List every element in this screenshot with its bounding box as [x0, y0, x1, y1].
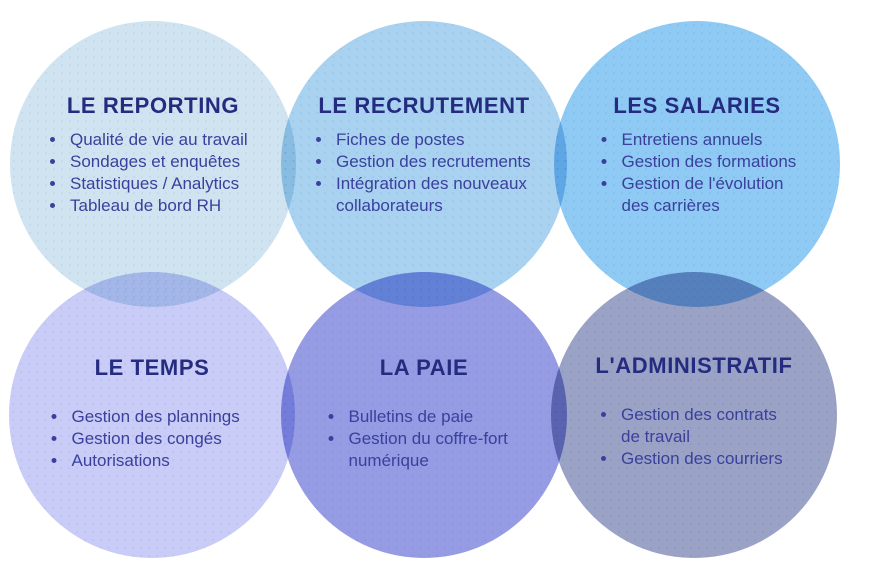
circle-items — [43, 129, 263, 217]
circle-paie — [281, 272, 567, 558]
list-item: • Gestion des formations — [619, 151, 800, 173]
circle-items — [322, 406, 527, 472]
circle-items — [594, 404, 794, 470]
circle-items — [309, 129, 539, 217]
circle-temps — [9, 272, 295, 558]
circle-title-recrutement: LE RECRUTEMENT — [318, 93, 530, 118]
circle-content — [595, 93, 800, 217]
list-item: • Intégration des nouveaux collaborateurs — [333, 173, 539, 217]
circle-items — [45, 406, 260, 472]
circle-content — [322, 355, 527, 472]
list-item: • Sondages et enquêtes — [67, 151, 263, 173]
list-item: • Fiches de postes — [333, 129, 539, 151]
list-item: • Gestion des plannings — [69, 406, 260, 428]
circle-recrutement — [281, 21, 567, 307]
list-item: • Bulletins de paie — [346, 406, 527, 428]
circle-content — [309, 93, 539, 217]
list-item: • Gestion de l'évolution des carrières — [619, 173, 800, 217]
circle-content — [43, 93, 263, 217]
circle-title-salaries: LES SALARIES — [613, 93, 781, 118]
circle-title-reporting: LE REPORTING — [66, 93, 240, 118]
list-item: • Tableau de bord RH — [67, 195, 263, 217]
list-item: • Gestion des congés — [69, 428, 260, 450]
circle-items — [595, 129, 800, 217]
list-item: • Gestion des contrats de travail — [618, 404, 794, 448]
list-item: • Gestion des recrutements — [333, 151, 539, 173]
circle-reporting — [10, 21, 296, 307]
list-item: • Statistiques / Analytics — [67, 173, 263, 195]
list-item: • Gestion des courriers — [618, 448, 794, 470]
circle-content — [45, 355, 260, 472]
circle-administratif — [551, 272, 837, 558]
list-item: • Autorisations — [69, 450, 260, 472]
list-item: • Gestion du coffre-fort numérique — [346, 428, 527, 472]
list-item: • Qualité de vie au travail — [67, 129, 263, 151]
circle-title-paie: LA PAIE — [379, 355, 469, 380]
circle-title-administratif: L'ADMINISTRATIF — [595, 353, 793, 378]
circle-salaries — [554, 21, 840, 307]
circle-content — [594, 353, 794, 470]
list-item: • Entretiens annuels — [619, 129, 800, 151]
circle-title-temps: LE TEMPS — [94, 355, 210, 380]
